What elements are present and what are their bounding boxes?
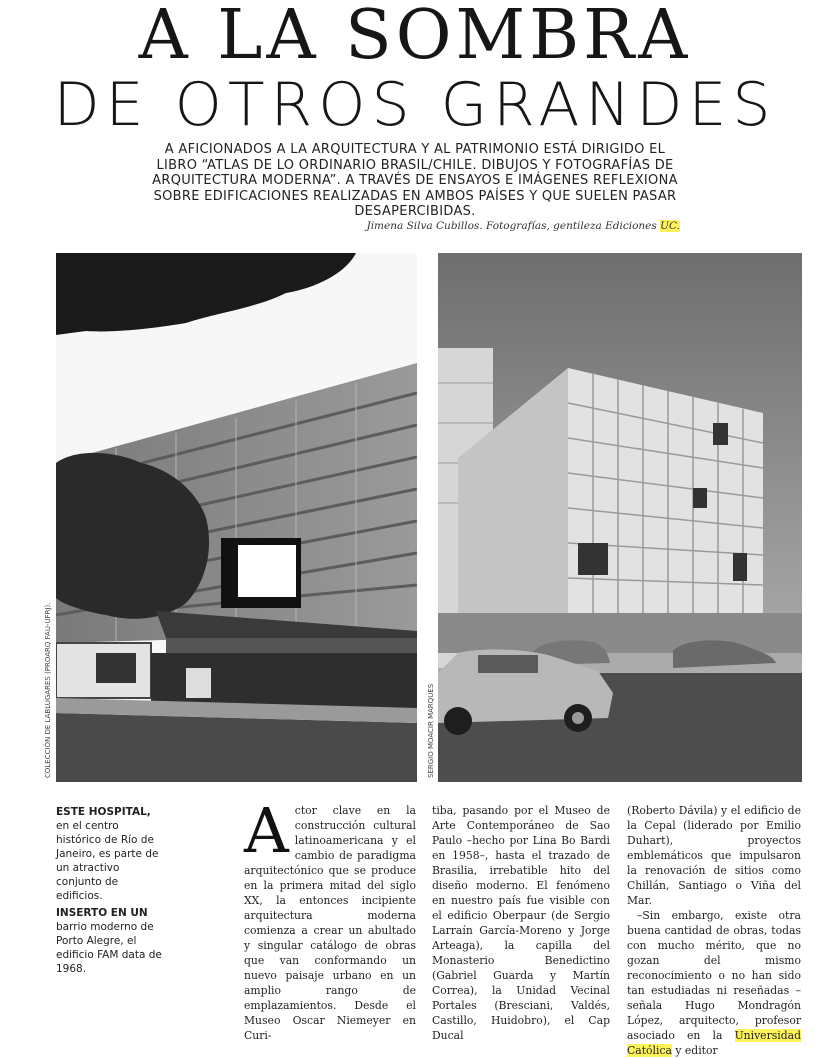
fam-building-illustration	[438, 253, 802, 782]
hospital-photo-illustration	[56, 253, 417, 782]
caption-body: en el centro histórico de Río de Janeiro, es parte de un atractivo conjunto de edificios.	[56, 820, 159, 902]
hospital-photo	[56, 253, 417, 782]
article-text: y editor	[671, 1044, 718, 1057]
article-text: –Sin embargo, existe otra buena cantidad de obras, todas con mucho mérito, que no gozan del mismo reconocimiento o no han sido tan estudiadas ni reseñadas –señala Hugo Mondragón López, arquitecto, profesor asociado en la	[627, 909, 801, 1042]
byline-highlight: UC.	[660, 220, 680, 232]
title-line-1: A LA SOMBRA	[138, 0, 692, 75]
right-photo-credit: SERGIO MOACIR MARQUES	[427, 683, 435, 778]
article-paragraph: (Roberto Dávila) y el edificio de la Cepal (liderado por Emilio Duhart), proyectos emblemáticos que impulsaron la renovación de sitios como Chillán, Santiago o Viña del Mar.	[627, 804, 801, 907]
photo-caption-fam	[56, 906, 166, 976]
caption-title: INSERTO EN UN	[56, 907, 148, 919]
article-column-3	[627, 803, 801, 1058]
byline-text: Jimena Silva Cubillos. Fotografías, gentileza Ediciones	[366, 220, 661, 232]
article-text: ctor clave en la construcción cultural latinoamericana y el cambio de paradigma arquitectónico que se produce en la primera mitad del siglo XX, la entonces incipiente arquitectura moderna comienza a crear un abultado y singular catálogo de obras que van conformando un nuevo paisaje urbano en un amplio rango de emplazamientos. Desde el Museo Oscar Niemeyer en Curi-	[244, 804, 416, 1042]
left-photo-credit: COLECCIÓN DE LABLUGARES (PROARQ FAU-UFRJ).	[44, 602, 52, 778]
article-paragraph	[627, 908, 801, 1058]
fam-building-photo	[438, 253, 802, 782]
drop-cap: A	[244, 794, 289, 867]
byline	[150, 220, 680, 232]
caption-body: barrio moderno de Porto Alegre, el edificio FAM data de 1968.	[56, 921, 162, 975]
lead-paragraph: A AFICIONADOS A LA ARQUITECTURA Y AL PATRIMONIO ESTÁ DIRIGIDO EL LIBRO “ATLAS DE LO ORDINARIO BRASIL/CHILE. DIBUJOS Y FOTOGRAFÍAS DE ARQUITECTURA MODERNA”. A TRAVÉS DE ENSAYOS E IMÁGENES REFLEXIONA SOBRE EDIFICACIONES REALIZADAS EN AMBOS PAÍSES Y QUE SUELEN PASAR DESAPERCIBIDAS.	[152, 142, 678, 219]
highlighted-text: Universidad Católica	[627, 1029, 801, 1057]
caption-title: ESTE HOSPITAL,	[56, 806, 151, 818]
article-column-1	[244, 794, 416, 1043]
title-line-2: DE OTROS GRANDES	[53, 70, 777, 140]
article-text: tiba, pasando por el Museo de Arte Contemporáneo de Sao Paulo –hecho por Lina Bo Bardi en 1958–, hasta el trazado de Brasilia, irrebatible hito del diseño moderno. El fenómeno en nuestro país fue visible con el edificio Oberpaur (de Sergio Larraín García-Moreno y Jorge Arteaga), la capilla del Monasterio Benedictino (Gabriel Guarda y Martín Correa), la Unidad Vecinal Portales (Bresciani, Valdés, Castillo, Huidobro), el Cap Ducal	[432, 804, 610, 1042]
article-column-2	[432, 803, 610, 1043]
photo-caption-hospital	[56, 805, 166, 903]
